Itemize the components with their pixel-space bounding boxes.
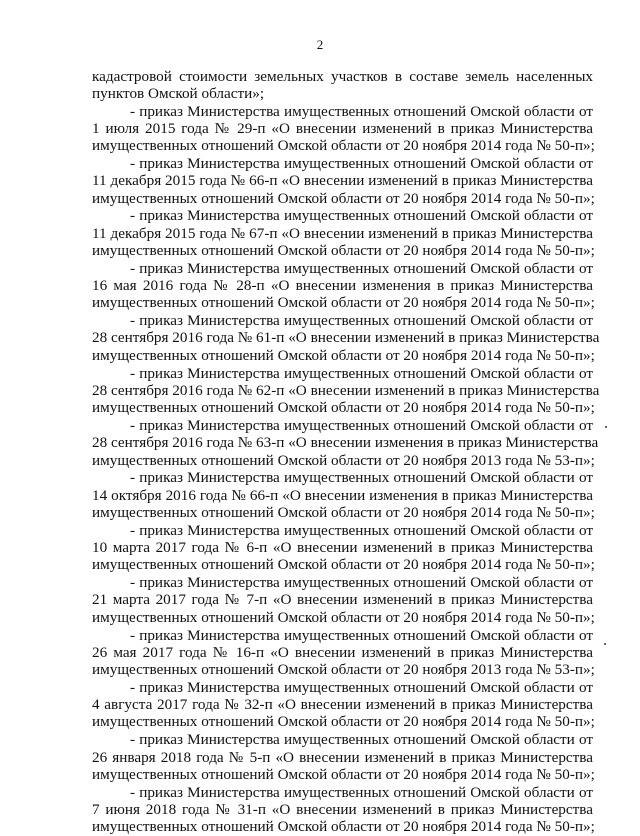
text-line: 26 января 2018 года № 5-п «О внесении изменений в приказ Министерства (92, 748, 593, 766)
order-list (92, 102, 600, 836)
scan-speck (605, 426, 607, 428)
text-line: - приказ Министерства имущественных отношений Омской области от (130, 731, 593, 749)
order-list-item (92, 522, 593, 574)
order-list-item (92, 627, 593, 679)
order-list-item (92, 679, 593, 731)
order-list-item (92, 207, 593, 259)
order-list-item (92, 103, 593, 155)
text-line: - приказ Министерства имущественных отношений Омской области от (130, 626, 593, 644)
scan-speck (604, 643, 606, 645)
text-line: - приказ Министерства имущественных отношений Омской области от (130, 207, 593, 225)
text-line: 11 декабря 2015 года № 67-п «О внесении изменений в приказ Министерства (92, 224, 593, 242)
text-line: - приказ Министерства имущественных отношений Омской области от (130, 154, 593, 172)
document-body (92, 68, 600, 836)
order-list-item (92, 731, 593, 783)
text-line: 14 октября 2016 года № 66-п «О внесении изменения в приказ Министерства (92, 486, 593, 504)
text-line: 11 декабря 2015 года № 66-п «О внесении изменений в приказ Министерства (92, 172, 593, 190)
text-line: - приказ Министерства имущественных отношений Омской области от (130, 521, 593, 539)
text-line: - приказ Министерства имущественных отношений Омской области от (130, 102, 593, 120)
text-line: имущественных отношений Омской области от 20 ноября 2014 года № 50-п»; (92, 241, 595, 259)
order-list-item (92, 312, 600, 364)
order-list-item (92, 364, 600, 417)
text-line: 10 марта 2017 года № 6-п «О внесении изменений в приказ Министерства (92, 539, 593, 557)
text-line: - приказ Министерства имущественных отношений Омской области от (130, 574, 593, 592)
intro-paragraph (92, 68, 593, 103)
text-line: имущественных отношений Омской области от 20 ноября 2014 года № 50-п»; (92, 189, 595, 207)
text-line: - приказ Министерства имущественных отношений Омской области от (130, 783, 593, 801)
text-line: - приказ Министерства имущественных отношений Омской области от (130, 469, 593, 487)
order-list-item (92, 260, 593, 312)
text-line: имущественных отношений Омской области от 20 ноября 2014 года № 50-п»; (92, 294, 595, 312)
order-list-item (92, 416, 599, 469)
text-line: 26 мая 2017 года № 16-п «О внесении изменений в приказ Министерства (92, 643, 593, 661)
text-line: имущественных отношений Омской области от 20 ноября 2014 года № 50-п»; (92, 608, 595, 626)
text-line: имущественных отношений Омской области от 20 ноября 2014 года № 50-п»; (92, 503, 595, 521)
order-list-item (92, 784, 593, 836)
text-line: - приказ Министерства имущественных отношений Омской области от (130, 259, 593, 277)
text-line: - приказ Министерства имущественных отношений Омской области от (130, 312, 593, 330)
text-line: 4 августа 2017 года № 32-п «О внесении изменений в приказ Министерства (92, 696, 593, 714)
order-list-item (92, 574, 593, 626)
text-line: имущественных отношений Омской области от 20 ноября 2014 года № 50-п»; (92, 713, 595, 731)
text-line: 28 сентября 2016 года № 62-п «О внесении изменений в приказ Министерства (92, 381, 600, 399)
text-line: имущественных отношений Омской области от 20 ноября 2013 года № 53-п»; (92, 661, 595, 679)
text-line: имущественных отношений Омской области от 20 ноября 2014 года № 50-п»; (92, 818, 595, 836)
page-number: 2 (316, 37, 324, 52)
order-list-item (92, 469, 593, 521)
text-line: кадастровой стоимости земельных участков в составе земель населенных (92, 68, 593, 85)
text-line: имущественных отношений Омской области от 20 ноября 2014 года № 50-п»; (92, 399, 595, 417)
text-line: 28 сентября 2016 года № 63-п «О внесении изменения в приказ Министерства (92, 434, 599, 452)
text-line: - приказ Министерства имущественных отношений Омской области от (130, 416, 593, 434)
text-line: 28 сентября 2016 года № 61-п «О внесении изменений в приказ Министерства (92, 329, 600, 347)
text-line: имущественных отношений Омской области от 20 ноября 2014 года № 50-п»; (92, 137, 595, 155)
text-line: 7 июня 2018 года № 31-п «О внесении изменений в приказ Министерства (92, 800, 593, 818)
text-line: имущественных отношений Омской области от 20 ноября 2013 года № 53-п»; (92, 451, 595, 469)
text-line: имущественных отношений Омской области от 20 ноября 2014 года № 50-п»; (92, 346, 595, 364)
text-line: пунктов Омской области»; (92, 85, 265, 103)
order-list-item (92, 155, 593, 207)
text-line: 16 мая 2016 года № 28-п «О внесении изменения в приказ Министерства (92, 277, 593, 295)
text-line: 21 марта 2017 года № 7-п «О внесении изменений в приказ Министерства (92, 591, 593, 609)
text-line: имущественных отношений Омской области от 20 ноября 2014 года № 50-п»; (92, 556, 595, 574)
text-line: 1 июля 2015 года № 29-п «О внесении изменений в приказ Министерства (92, 119, 593, 137)
text-line: имущественных отношений Омской области от 20 ноября 2014 года № 50-п»; (92, 765, 595, 783)
text-line: - приказ Министерства имущественных отношений Омской области от (130, 364, 593, 382)
text-line: - приказ Министерства имущественных отношений Омской области от (130, 678, 593, 696)
